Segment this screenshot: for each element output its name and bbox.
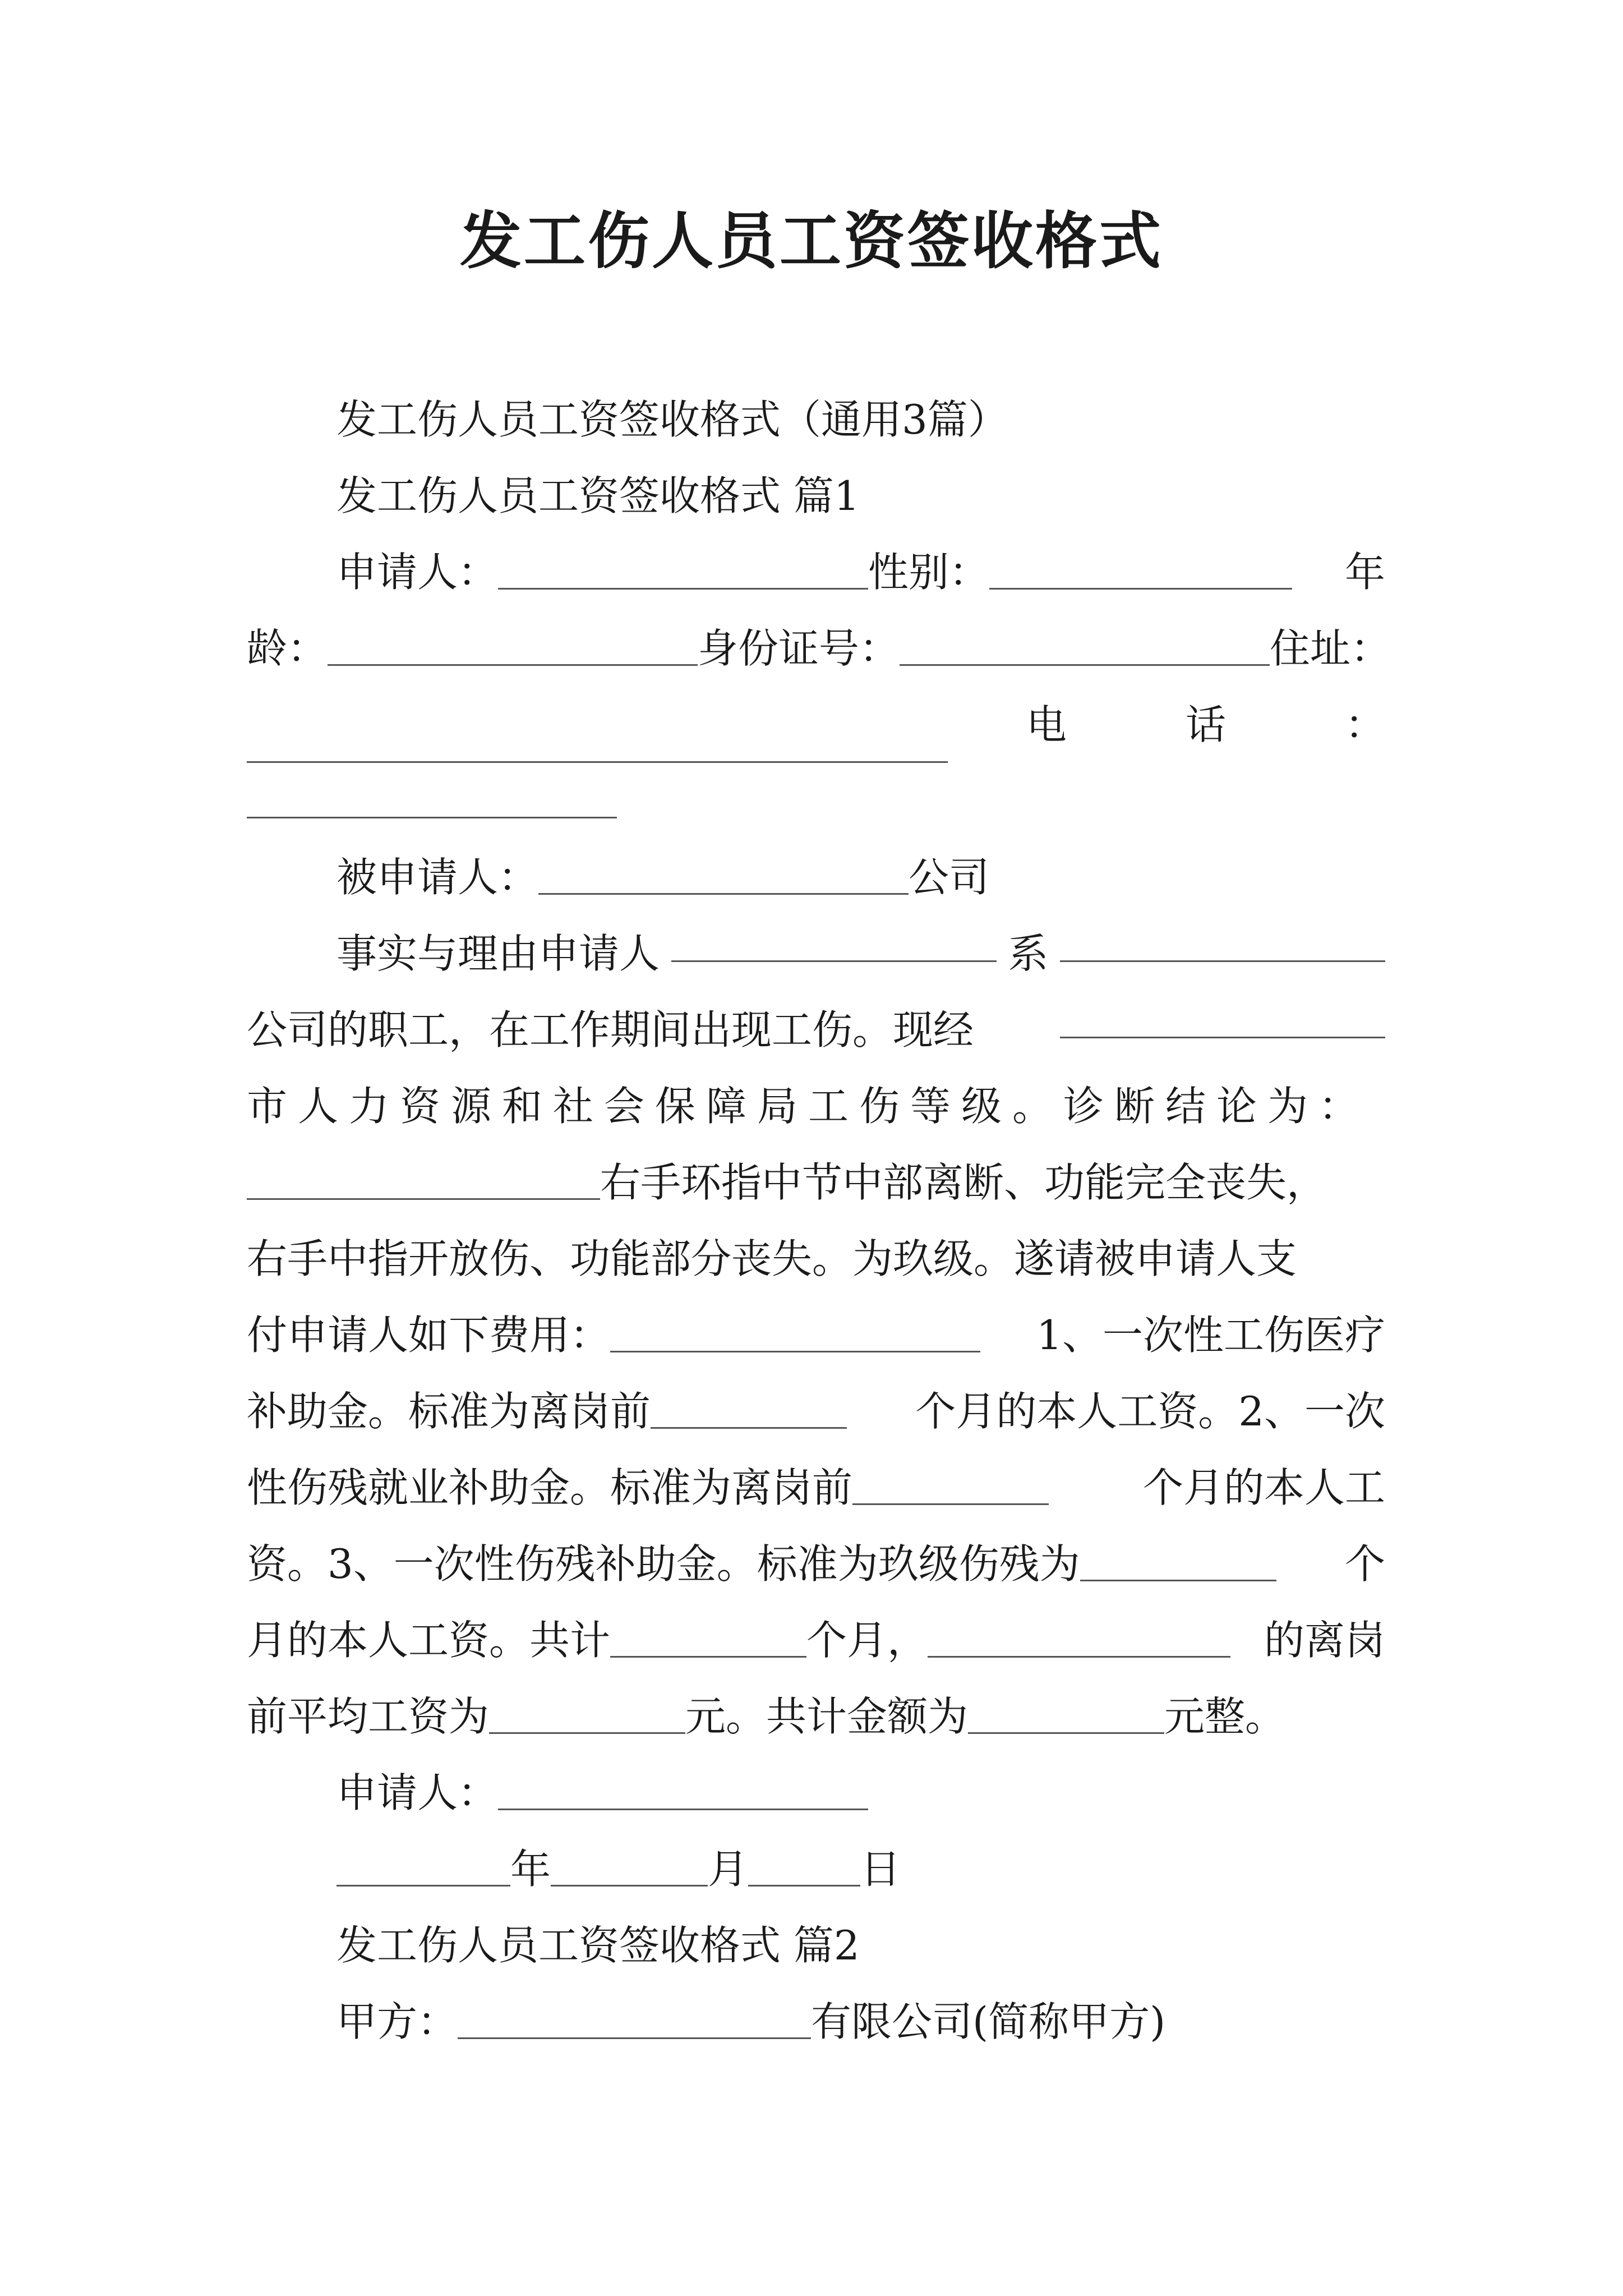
facts-line-10 bbox=[247, 1602, 1385, 1678]
form-line-age-id bbox=[247, 610, 1391, 687]
document-body bbox=[247, 381, 1391, 2060]
signature-date bbox=[247, 1831, 1385, 1907]
facts-line-9 bbox=[247, 1526, 1385, 1602]
facts-text: 系 bbox=[1008, 930, 1049, 977]
applicant-name-blank[interactable] bbox=[671, 915, 997, 962]
facts-text: 公司的职工，在工作期间出现工伤。现经 bbox=[247, 1006, 974, 1053]
id-label: 身份证号： bbox=[698, 625, 900, 672]
facts-line-2 bbox=[247, 992, 1385, 1068]
disability-months-blank[interactable] bbox=[1080, 1535, 1276, 1581]
facts-text: 的离岗 bbox=[1264, 1617, 1385, 1664]
applicant-blank[interactable] bbox=[498, 543, 868, 590]
facts-line-3 bbox=[247, 1068, 1385, 1144]
age-label-part2: 龄： bbox=[247, 625, 328, 672]
party-a-blank[interactable] bbox=[458, 1993, 811, 2039]
signature-blank[interactable] bbox=[498, 1764, 868, 1810]
facts-text: 元整。 bbox=[1164, 1693, 1286, 1740]
party-a-label: 甲方： bbox=[336, 1998, 458, 2045]
avg-wage-blank[interactable] bbox=[489, 1687, 685, 1734]
year-label: 年 bbox=[510, 1846, 551, 1893]
applicant-label: 申请人： bbox=[336, 549, 499, 596]
facts-text: 月的本人工资。共计 bbox=[247, 1617, 611, 1664]
age-label-part1: 年 bbox=[1344, 549, 1385, 596]
facts-line-6 bbox=[247, 1297, 1385, 1373]
respondent-blank[interactable] bbox=[538, 848, 909, 895]
facts-text: 前平均工资为 bbox=[247, 1693, 490, 1740]
address-label: 住址： bbox=[1270, 625, 1391, 672]
facts-text: 元。共计金额为 bbox=[685, 1693, 969, 1740]
facts-text: 补助金。标准为离岗前 bbox=[247, 1388, 651, 1435]
employer-blank[interactable] bbox=[1060, 915, 1385, 962]
party-a-line bbox=[247, 1984, 1385, 2060]
gender-blank[interactable] bbox=[989, 543, 1292, 590]
form-line-address-phone bbox=[247, 687, 1385, 763]
facts-text: 事实与理由申请人 bbox=[336, 930, 660, 977]
form-line-applicant bbox=[247, 534, 1385, 610]
age-blank[interactable] bbox=[328, 619, 698, 666]
facts-line-8 bbox=[247, 1450, 1385, 1526]
facts-text: 性伤残就业补助金。标准为离岗前 bbox=[247, 1464, 853, 1511]
total-months-blank[interactable] bbox=[610, 1611, 806, 1658]
day-label: 日 bbox=[860, 1846, 901, 1893]
signature-label: 申请人： bbox=[336, 1769, 499, 1816]
respondent-suffix: 公司 bbox=[909, 854, 990, 901]
phone-blank[interactable] bbox=[247, 772, 617, 818]
gender-label: 性别： bbox=[868, 549, 990, 596]
party-a-suffix: 有限公司(简称甲方) bbox=[811, 1998, 1166, 2045]
form-line-phone-blank bbox=[247, 763, 1385, 839]
facts-text: 个 bbox=[1344, 1540, 1385, 1588]
document-title: 发工伤人员工资签收格式 bbox=[460, 205, 1163, 277]
total-amount-blank[interactable] bbox=[968, 1687, 1164, 1734]
address-blank[interactable] bbox=[247, 716, 948, 763]
month-blank[interactable] bbox=[551, 1840, 708, 1887]
day-blank[interactable] bbox=[748, 1840, 860, 1887]
phone-label-char: 电 bbox=[1026, 701, 1067, 748]
facts-text: 市人力资源和社会保障局工伤等级。诊断结论为： bbox=[247, 1083, 1370, 1130]
diagnosis-blank[interactable] bbox=[247, 1153, 600, 1200]
phone-label bbox=[948, 687, 1385, 763]
month-label: 月 bbox=[708, 1846, 749, 1893]
facts-line-4 bbox=[247, 1144, 1385, 1221]
period-blank[interactable] bbox=[928, 1611, 1230, 1658]
medical-months-blank[interactable] bbox=[651, 1382, 847, 1429]
section-heading-2: 发工伤人员工资签收格式 篇2 bbox=[336, 1922, 860, 1969]
subtitle: 发工伤人员工资签收格式（通用3篇） bbox=[336, 396, 1008, 443]
facts-line-7 bbox=[247, 1373, 1385, 1450]
fees-blank[interactable] bbox=[610, 1306, 980, 1352]
facts-text: 个月的本人工资。2、一次 bbox=[915, 1388, 1385, 1435]
phone-label-char: ： bbox=[1344, 701, 1385, 748]
section-heading-1: 发工伤人员工资签收格式 篇1 bbox=[336, 472, 860, 519]
facts-line-1 bbox=[247, 915, 1385, 992]
employment-months-blank[interactable] bbox=[852, 1458, 1049, 1505]
facts-text: 付申请人如下费用： bbox=[247, 1312, 611, 1359]
facts-text: 右手环指中节中部离断、功能完全丧失， bbox=[600, 1159, 1327, 1206]
respondent-label: 被申请人： bbox=[336, 854, 539, 901]
facts-text: 1、一次性工伤医疗 bbox=[1036, 1312, 1385, 1359]
phone-label-char: 话 bbox=[1185, 701, 1226, 748]
facts-line-5: 右手中指开放伤、功能部分丧失。为玖级。遂请被申请人支 bbox=[247, 1235, 1297, 1282]
form-line-respondent bbox=[247, 839, 1385, 915]
year-blank[interactable] bbox=[336, 1840, 510, 1887]
signature-applicant bbox=[247, 1755, 1385, 1831]
facts-text: 资。3、一次性伤残补助金。标准为玖级伤残为 bbox=[247, 1540, 1080, 1588]
facts-text: 个月， bbox=[806, 1617, 928, 1664]
facts-line-11 bbox=[247, 1678, 1385, 1755]
facts-text: 个月的本人工 bbox=[1142, 1464, 1385, 1511]
id-number-blank[interactable] bbox=[900, 619, 1270, 666]
city-blank[interactable] bbox=[1060, 992, 1385, 1038]
